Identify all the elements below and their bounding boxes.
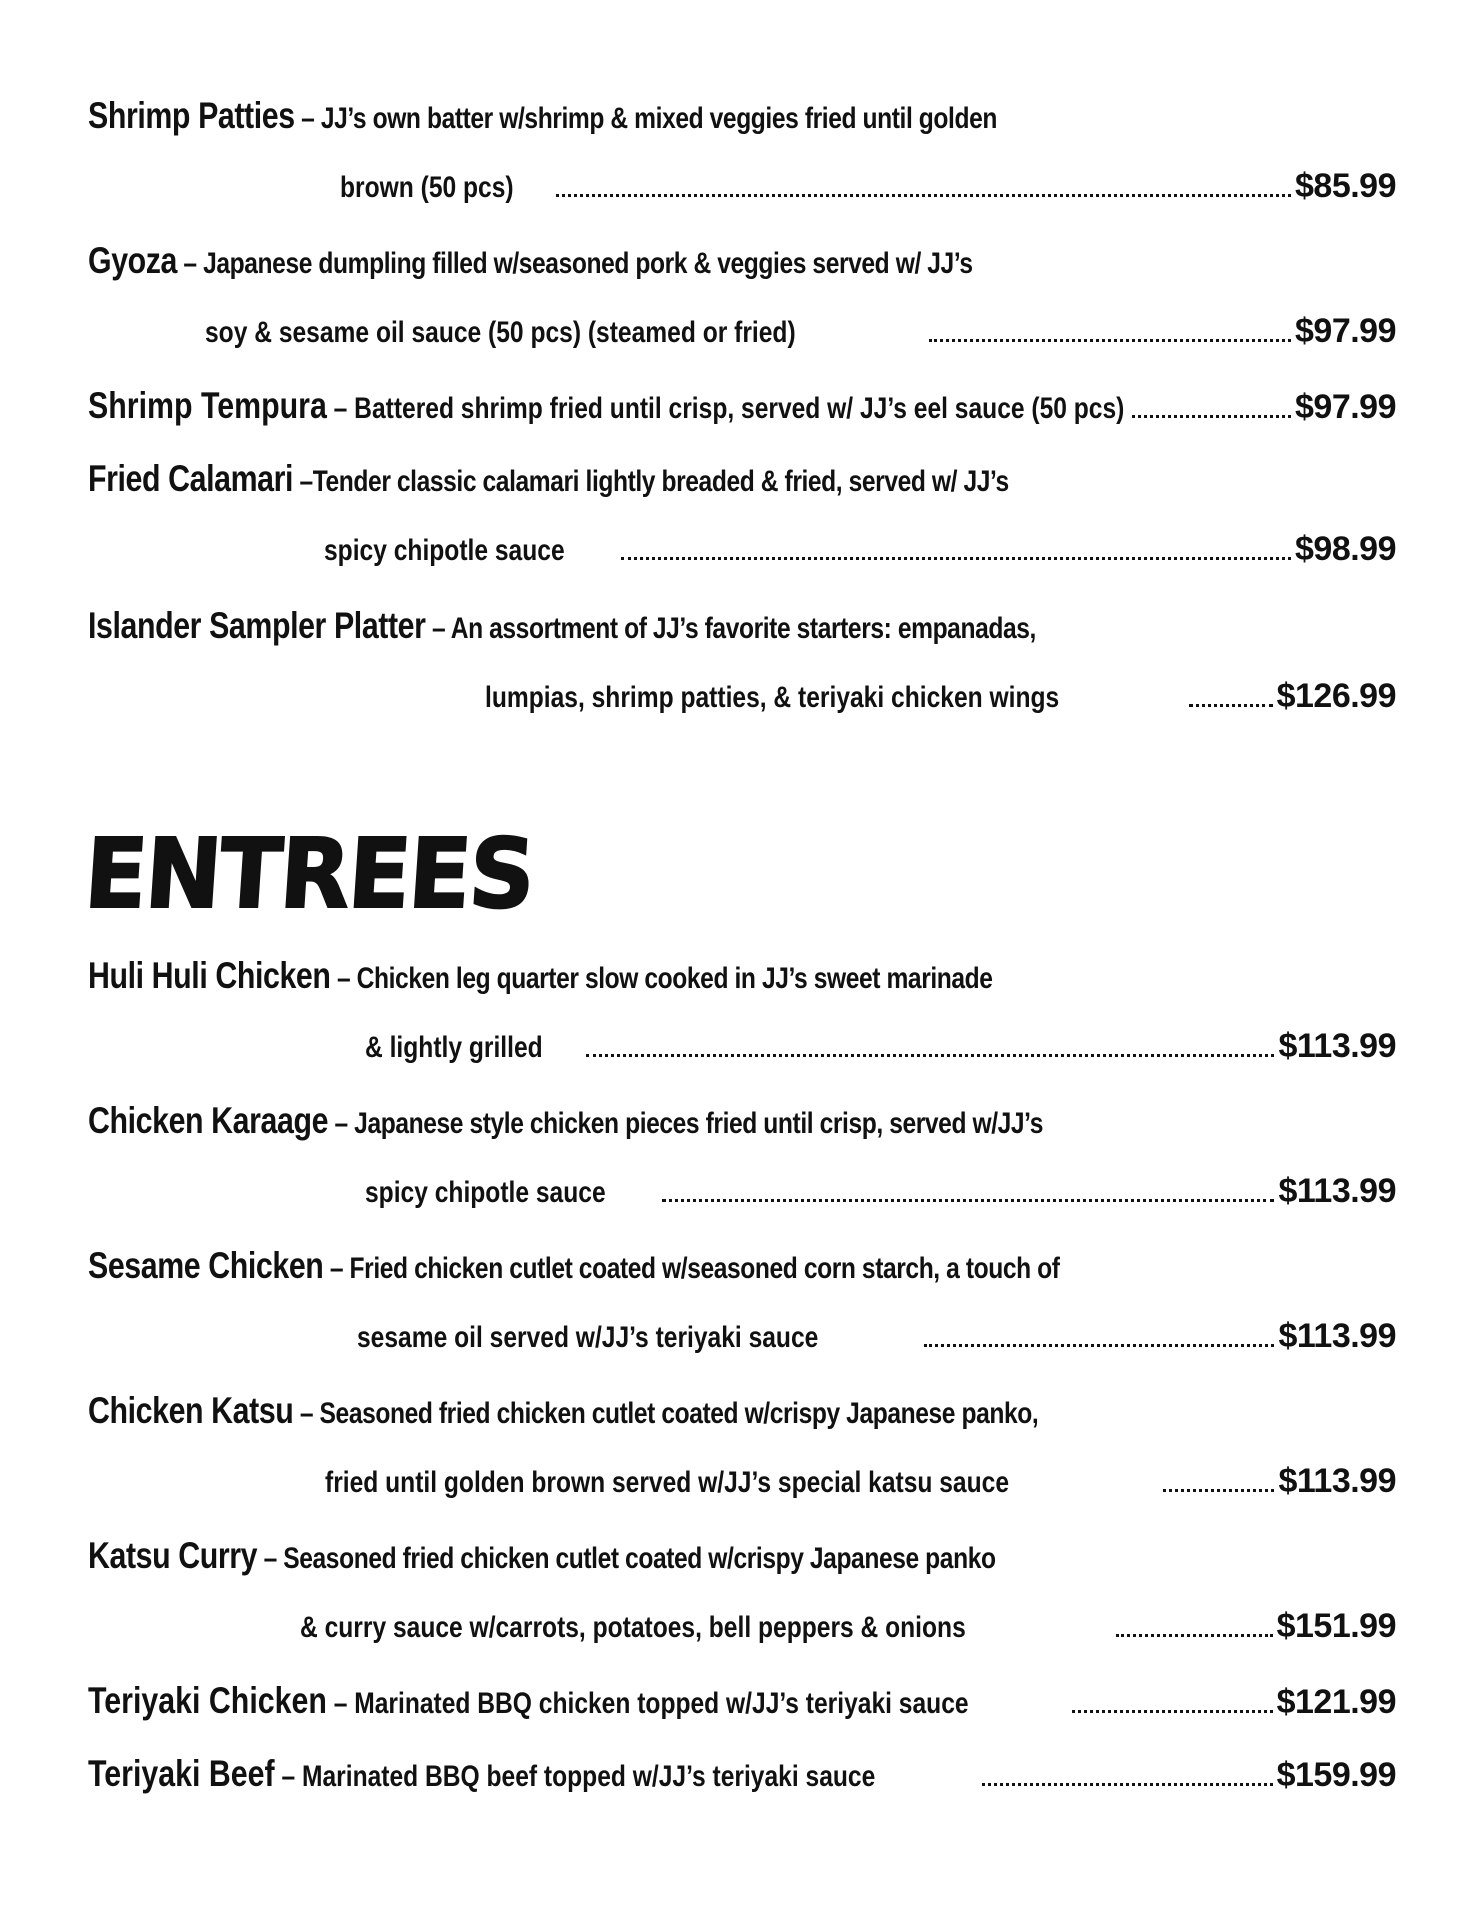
item-title-line — [88, 95, 997, 137]
item-description-cont: & lightly grilled — [365, 1031, 543, 1064]
item-price: $159.99 — [1276, 1756, 1396, 1794]
item-description: – JJ’s own batter w/shrimp & mixed veggies fried until golden — [294, 102, 997, 135]
dot-leader — [1132, 414, 1291, 418]
item-price-line — [485, 677, 1396, 716]
item-description: – Chicken leg quarter slow cooked in JJ’s sweet marinade — [330, 962, 993, 995]
item-name: Chicken Katsu — [88, 1390, 294, 1431]
item-title-line — [88, 1390, 1038, 1432]
dot-leader — [1116, 1633, 1273, 1637]
item-price: $113.99 — [1278, 1317, 1396, 1355]
item-name: Sesame Chicken — [88, 1245, 324, 1286]
item-price-line — [88, 1680, 1396, 1722]
dot-leader — [662, 1198, 1274, 1202]
item-name: Teriyaki Beef — [88, 1753, 275, 1794]
item-price-line — [88, 385, 1396, 427]
dot-leader — [586, 1053, 1275, 1057]
dot-leader — [1163, 1488, 1274, 1492]
item-description-cont: brown (50 pcs) — [340, 171, 514, 204]
item-price-line — [357, 1317, 1396, 1356]
item-price-line — [325, 1462, 1396, 1501]
item-name: Teriyaki Chicken — [88, 1680, 327, 1721]
item-title-line — [88, 1680, 969, 1722]
item-price: $113.99 — [1278, 1462, 1396, 1500]
item-description: – Marinated BBQ chicken topped w/JJ’s teriyaki sauce — [326, 1687, 969, 1720]
dot-leader — [1189, 703, 1272, 707]
item-description: – Japanese dumpling filled w/seasoned pork & veggies served w/ JJ’s — [177, 247, 973, 280]
item-price: $98.99 — [1295, 530, 1396, 568]
item-price: $113.99 — [1278, 1172, 1396, 1210]
item-price-line — [340, 167, 1396, 206]
item-title-line — [88, 1753, 876, 1795]
item-price: $97.99 — [1295, 312, 1396, 350]
item-description: – Fried chicken cutlet coated w/seasoned corn starch, a touch of — [323, 1252, 1060, 1285]
item-title-line — [88, 955, 993, 997]
item-description-cont: soy & sesame oil sauce (50 pcs) (steamed or fried) — [205, 316, 796, 349]
item-name: Katsu Curry — [88, 1535, 258, 1576]
item-title-line — [88, 1535, 996, 1577]
item-name: Gyoza — [88, 240, 178, 281]
item-title-line — [88, 240, 973, 282]
item-price: $113.99 — [1278, 1027, 1396, 1065]
item-name: Shrimp Tempura — [88, 385, 327, 426]
item-price: $85.99 — [1295, 167, 1396, 205]
item-description: – Battered shrimp fried until crisp, served w/ JJ’s eel sauce (50 pcs) — [326, 392, 1125, 425]
item-price: $97.99 — [1295, 388, 1396, 426]
item-title-line — [88, 1100, 1043, 1142]
item-price-line — [324, 530, 1396, 569]
item-description-cont: fried until golden brown served w/JJ’s special katsu sauce — [325, 1466, 1010, 1499]
item-name: Chicken Karaage — [88, 1100, 329, 1141]
item-description-cont: sesame oil served w/JJ’s teriyaki sauce — [357, 1321, 819, 1354]
item-name: Fried Calamari — [88, 458, 294, 499]
item-price: $151.99 — [1276, 1607, 1396, 1645]
item-title-line — [88, 605, 1036, 647]
item-price: $126.99 — [1276, 677, 1396, 715]
item-price-line — [88, 1753, 1396, 1795]
item-price-line — [365, 1027, 1396, 1066]
dot-leader — [924, 1343, 1275, 1347]
item-title-line — [88, 458, 1009, 500]
dot-leader — [929, 338, 1291, 342]
dot-leader — [982, 1782, 1273, 1786]
dot-leader — [1072, 1709, 1273, 1713]
item-description: – Seasoned fried chicken cutlet coated w/crispy Japanese panko, — [293, 1397, 1039, 1430]
item-description: – An assortment of JJ’s favorite starters: empanadas, — [425, 612, 1036, 645]
dot-leader — [556, 193, 1291, 197]
item-name: Shrimp Patties — [88, 95, 295, 136]
item-description: – Seasoned fried chicken cutlet coated w/crispy Japanese panko — [257, 1542, 996, 1575]
item-title-line — [88, 1245, 1060, 1287]
item-description: – Japanese style chicken pieces fried until crisp, served w/JJ’s — [328, 1107, 1043, 1140]
item-title-line — [88, 385, 1125, 427]
item-name: Huli Huli Chicken — [88, 955, 331, 996]
item-price: $121.99 — [1276, 1683, 1396, 1721]
dot-leader — [621, 556, 1291, 560]
item-description-cont: & curry sauce w/carrots, potatoes, bell peppers & onions — [300, 1611, 966, 1644]
item-description-cont: lumpias, shrimp patties, & teriyaki chicken wings — [485, 681, 1060, 714]
item-description: –Tender classic calamari lightly breaded & fried, served w/ JJ’s — [293, 465, 1009, 498]
item-name: Islander Sampler Platter — [88, 605, 426, 646]
item-price-line — [365, 1172, 1396, 1211]
item-price-line — [300, 1607, 1396, 1646]
item-description-cont: spicy chipotle sauce — [324, 534, 565, 567]
item-description: – Marinated BBQ beef topped w/JJ’s teriyaki sauce — [274, 1760, 876, 1793]
item-description-cont: spicy chipotle sauce — [365, 1176, 606, 1209]
item-price-line — [205, 312, 1396, 351]
section-heading-entrees: ENTREES — [81, 818, 537, 930]
